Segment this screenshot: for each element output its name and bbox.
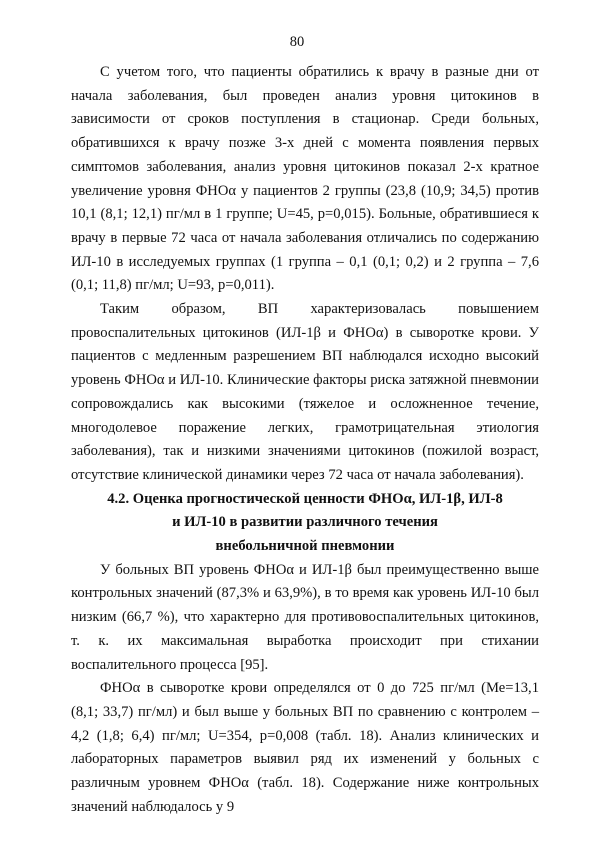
section-heading-line-2: и ИЛ-10 в развитии различного течения: [172, 514, 438, 531]
section-heading: [71, 488, 539, 559]
paragraph-2: Таким образом, ВП характеризовалась повышением провоспалительных цитокинов (ИЛ-1β и ФНОα) в сыворотке крови. У пациентов с медленным разрешением ВП наблюдался исходно высокий уровень ФНОα и ИЛ-10. Клинические факторы риска затяжной пневмонии сопровождались как высокими (тяжелое и осложненное течение, многодолевое поражение легких, грамотрицательная этиология заболевания), так и низкими значениями цитокинов (пожилой возраст, отсутствие клинической динамики через 72 часа от начала заболевания).: [71, 301, 539, 483]
paragraph-4: ФНОα в сыворотке крови определялся от 0 до 725 пг/мл (Ме=13,1 (8,1; 33,7) пг/мл) и был выше у больных ВП по сравнению с контролем – 4,2 (1,8; 6,4) пг/мл; U=354, р=0,008 (табл. 18). Анализ клинических и лабораторных параметров выявил ряд их изменений у больных с различным уровнем ФНОα (табл. 18). Содержание ниже контрольных значений наблюдалось у 9: [71, 680, 539, 815]
page-number: 80: [289, 34, 305, 50]
section-heading-line-3: внебольничной пневмонии: [215, 538, 395, 555]
paragraph-3: У больных ВП уровень ФНОα и ИЛ-1β был преимущественно выше контрольных значений (87,3% и 63,9%), в то время как уровень ИЛ-10 был низким (66,7 %), что характерно для противовоспалительных цитокинов, т. к. их максимальная выработка происходит при стихании воспалительного процесса [95].: [71, 561, 539, 673]
section-heading-line-1: 4.2. Оценка прогностической ценности ФНОα, ИЛ-1β, ИЛ-8: [107, 490, 503, 507]
paragraph-1: С учетом того, что пациенты обратились к врачу в разные дни от начала заболевания, был проведен анализ уровня цитокинов в зависимости от сроков поступления в стационар. Среди больных, обратившихся к врачу позже 3-х дней с момента появления первых симптомов заболевания, анализ уровня цитокинов показал 2-х кратное увеличение уровня ФНОα у пациентов 2 группы (23,8 (10,9; 34,5) против 10,1 (8,1; 12,1) пг/мл в 1 группе; U=45, р=0,015). Больные, обратившиеся к врачу в первые 72 часа от начала заболевания отличались по содержанию ИЛ-10 в исследуемых группах (1 группа – 0,1 (0,1; 0,2) и 2 группа – 7,6 (0,1; 11,8) пг/мл; U=93, р=0,011).: [71, 64, 539, 294]
document-body: [71, 61, 539, 820]
